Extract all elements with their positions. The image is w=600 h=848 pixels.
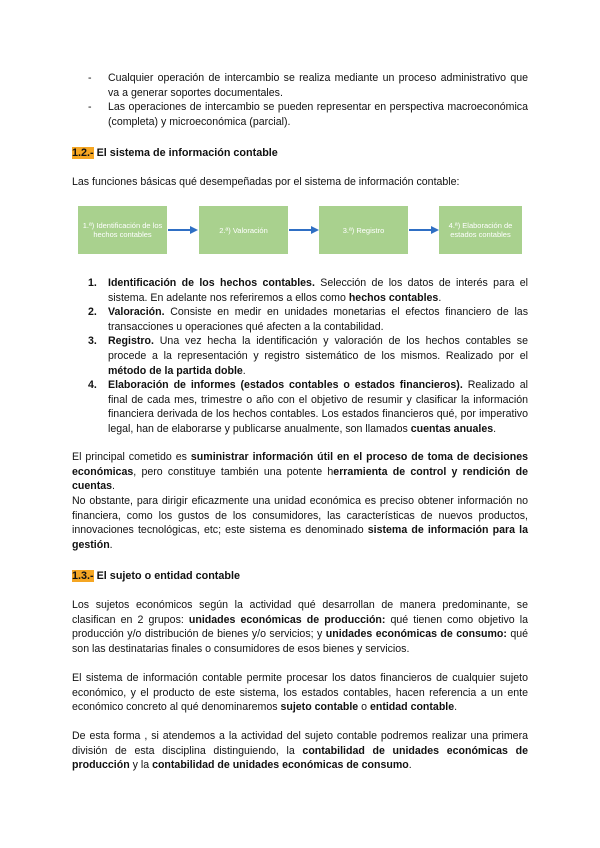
- arrow-right-icon: [409, 226, 439, 234]
- bullet-marker: -: [88, 72, 92, 84]
- list-number: 4.: [88, 379, 97, 392]
- item-bold: Valoración.: [108, 306, 165, 319]
- paragraph-principal: [72, 450, 528, 494]
- paragraph-no-obstante: [72, 494, 528, 552]
- item-text: Consiste en medir en unidades monetarias el efectos financiero de las transacciones u operaciones qué afecten a la contabilidad.: [108, 306, 528, 333]
- text: .: [112, 480, 115, 493]
- item-bold: Registro.: [108, 335, 154, 348]
- flow-box-identificacion: 1.ª) Identificación de los hechos contables: [78, 206, 167, 254]
- list-item: [88, 305, 528, 334]
- bold-text: sujeto contable: [280, 701, 359, 714]
- item-bold: Identificación de los hechos contables.: [108, 277, 315, 289]
- bullet-marker: -: [88, 101, 92, 114]
- item-text: Una vez hecha la identificación y valoración de los hechos contables se procede a la representación y registro sistemático de los mismos. Realizado por el: [108, 335, 528, 362]
- text: De esta forma , si atendemos a la actividad del sujeto contable podremos realizar una primera división de esta disciplina distinguiendo, la: [72, 730, 528, 757]
- process-flow-diagram: [78, 206, 522, 254]
- bold-text: entidad contable: [369, 701, 455, 714]
- item-bold: método de la partida doble: [108, 364, 243, 377]
- item-bold: Elaboración de informes (estados contables o estados financieros).: [108, 379, 463, 392]
- text: qué son las destinatarias finales o consumidores de esos bienes y servicios.: [72, 628, 529, 655]
- item-bold: cuentas anuales: [410, 422, 494, 435]
- list-number: 2.: [88, 306, 97, 319]
- section-number: 1.2.-: [72, 147, 94, 159]
- item-text: .: [242, 364, 246, 377]
- section-title: El sistema de información contable: [96, 147, 278, 159]
- text: El sistema de información contable permite procesar los datos financieros de cualquier sujeto económico, y el producto de este sistema, los estados contables, hacen referencia a un ente económico concreto al qué denominaremos: [72, 672, 528, 714]
- arrow-right-icon: [289, 226, 319, 234]
- list-number: 1.: [88, 277, 97, 289]
- list-item: [88, 100, 528, 129]
- item-bold: hechos contables: [348, 291, 439, 304]
- bullet-list: [88, 71, 528, 129]
- flow-box-elaboracion: 4.ª) Elaboración de estados contables: [439, 206, 522, 254]
- text: o: [358, 701, 370, 714]
- bullet-text: Las operaciones de intercambio se pueden representar en perspectiva macroeconómica (completa) y microeconómica (parcial).: [108, 101, 528, 128]
- flow-box-registro: 3.ª) Registro: [319, 206, 408, 254]
- text: .: [109, 538, 113, 551]
- text: El principal cometido es: [72, 451, 191, 463]
- bold-text: erramienta de control y rendición de cuentas: [72, 465, 528, 493]
- bold-text: unidades económicas de producción:: [188, 613, 386, 626]
- section-title: El sujeto o entidad contable: [96, 570, 240, 582]
- section-heading-1-2: [72, 146, 278, 161]
- text: .: [408, 759, 412, 772]
- list-item: [88, 276, 528, 305]
- bullet-text: Cualquier operación de intercambio se realiza mediante un proceso administrativo que va a generar soportes documentales.: [108, 72, 528, 99]
- text: qué tienen como objetivo la producción y/o distribución de bienes y/o servicios; y: [72, 613, 528, 641]
- item-text: .: [438, 291, 442, 304]
- item-text: .: [493, 422, 497, 435]
- bold-text: contabilidad de unidades económicas de producción: [72, 744, 528, 772]
- text: y la: [129, 759, 153, 772]
- text: .: [454, 701, 458, 714]
- section-heading-1-3: [72, 569, 240, 584]
- paragraph-forma: [72, 729, 528, 773]
- text: No obstante, para dirigir eficazmente una unidad económica es preciso obtener información no financiera, como los gustos de los consumidores, las características de nuevos productos, innovaciones tecnológicas, etc; este sistema es denominado: [72, 495, 528, 537]
- item-text: Selección de los datos de interés para el sistema. En adelante nos referiremos a ellos como: [108, 277, 528, 304]
- text: , pero constituye también una potente h: [133, 465, 334, 478]
- arrow-right-icon: [168, 226, 198, 234]
- list-number: 3.: [88, 335, 97, 348]
- item-text: Realizado al final de cada mes, trimestre o año con el objetivo de resumir y clasificar la información financiera derivada de los hechos contables. Los estados financieros qué, por imperativo legal, han de elaborarse y publicarse anualmente, son llamados: [108, 379, 529, 435]
- list-item: [88, 334, 528, 378]
- bold-text: suministrar información útil en el proceso de toma de decisiones económicas: [72, 451, 528, 478]
- bold-text: sistema de información para la gestión: [72, 524, 528, 551]
- functions-list: [88, 276, 528, 437]
- paragraph-sistema: [72, 671, 528, 715]
- list-item: [88, 71, 528, 100]
- bold-text: contabilidad de unidades económicas de consumo: [152, 759, 409, 772]
- section-number: 1.3.-: [72, 570, 94, 582]
- intro-paragraph: Las funciones básicas qué desempeñadas por el sistema de información contable:: [72, 176, 460, 188]
- bold-text: unidades económicas de consumo:: [325, 628, 507, 641]
- flow-box-valoracion: 2.ª) Valoración: [199, 206, 288, 254]
- text: Los sujetos económicos según la actividad qué desarrollan de manera predominante, se clasifican en 2 grupos:: [72, 599, 528, 626]
- paragraph-sujetos: [72, 598, 528, 656]
- list-item: [88, 378, 528, 436]
